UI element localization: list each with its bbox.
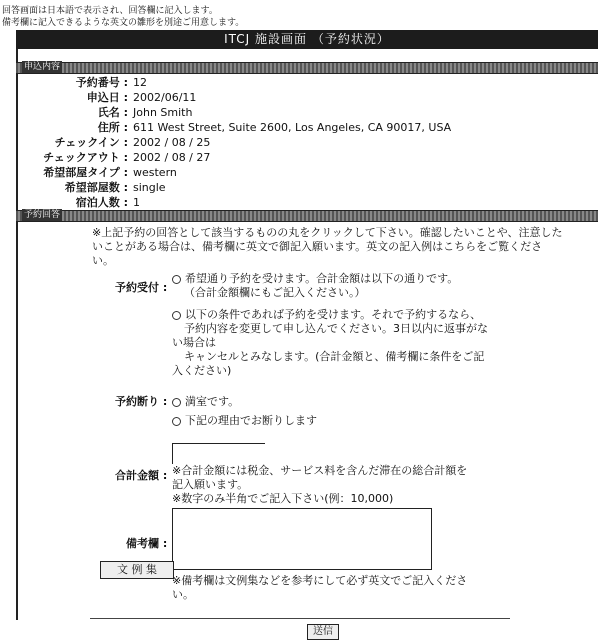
decline-option-1: [172, 393, 239, 409]
detail-label: 希望部屋タイプ :: [43, 166, 128, 179]
detail-value: 2002 / 08 / 27: [133, 151, 211, 164]
remarks-note-1: ※備考欄は文例集などを参考にして必ず英文でご記入くださ: [172, 574, 468, 587]
accept-option-2-line-2: 予約内容を変更して申し込んでください。3日以内に返事がな: [184, 322, 488, 335]
instruction-line-2: いことがある場合は、備考欄に英文で御記入願います。英文の記入例はこちらをご覧くださ: [92, 240, 543, 253]
accept-option-1-text: 希望通り予約を受けます。合計金額は以下の通りです。: [185, 272, 459, 285]
detail-label: 予約番号 :: [75, 76, 128, 89]
detail-label: チェックアウト :: [43, 151, 128, 164]
detail-value: 1: [133, 196, 140, 209]
decline-option-2: [172, 412, 317, 428]
total-note-3: ※数字のみ半角でご記入下さい(例：10,000): [172, 492, 394, 505]
detail-row: [16, 195, 598, 210]
page-title: ITCJ 施設画面 （予約状況）: [16, 30, 598, 49]
detail-row: [16, 135, 598, 150]
decline-option-1-radio[interactable]: [172, 398, 181, 407]
instruction-line-1: ※上記予約の回答として該当するものの丸をクリックして下さい。確認したいことや、注意した: [92, 226, 563, 239]
remarks-note-2: い。: [172, 588, 194, 601]
total-label: 合計金額 :: [115, 469, 168, 482]
detail-value: single: [133, 181, 166, 194]
submit-button[interactable]: 送信: [307, 624, 339, 640]
total-note-1: ※合計金額には税金、サービス料を含んだ滞在の総合計額を: [172, 464, 468, 477]
detail-value: John Smith: [133, 106, 193, 119]
total-amount-input[interactable]: [172, 443, 265, 464]
detail-value: 2002/06/11: [133, 91, 197, 104]
decline-option-2-text: 下記の理由でお断りします: [185, 414, 317, 427]
accept-option-2-line-3: い場合は: [172, 336, 216, 349]
accept-option-2-text: 以下の条件であれば予約を受けます。それで予約するなら、: [185, 308, 482, 321]
accept-option-1-sub: （合計金額欄にもご記入ください。）: [184, 286, 366, 299]
detail-label: 宿泊人数 :: [75, 196, 128, 209]
section-header-answer: [16, 210, 598, 222]
section-title-application: 申込内容: [24, 62, 61, 72]
detail-row: [16, 90, 598, 105]
detail-label: チェックイン :: [54, 136, 128, 149]
remarks-textarea[interactable]: [172, 508, 432, 570]
total-note-2: 記入願います。: [172, 478, 249, 491]
detail-row: [16, 165, 598, 180]
note-line-1: 回答画面は日本語で表示され、回答欄に記入します。: [2, 6, 218, 16]
instruction-line-3: い。: [92, 254, 114, 267]
accept-option-2-line-5: 入ください): [172, 364, 232, 377]
detail-value: 12: [133, 76, 147, 89]
bottom-divider: [90, 618, 510, 619]
accept-option-2-line-4: キャンセルとみなします。(合計金額と、備考欄に条件をご記: [184, 350, 485, 363]
detail-label: 申込日 :: [86, 91, 128, 104]
detail-label: 住所 :: [97, 121, 128, 134]
detail-row: [16, 105, 598, 120]
decline-option-2-radio[interactable]: [172, 417, 181, 426]
accept-option-1-radio[interactable]: [172, 275, 181, 284]
detail-value: western: [133, 166, 177, 179]
accept-option-2-radio[interactable]: [172, 311, 181, 320]
detail-row: [16, 75, 598, 90]
decline-option-1-text: 満室です。: [185, 395, 240, 408]
remarks-label: 備考欄 :: [126, 537, 168, 550]
detail-row: [16, 180, 598, 195]
detail-value: 611 West Street, Suite 2600, Los Angeles, CA 90017, USA: [133, 121, 452, 134]
sample-phrases-button[interactable]: 文 例 集: [100, 561, 174, 579]
note-line-2: 備考欄に記入できるような英文の雛形を別途ご用意します。: [2, 18, 245, 28]
detail-label: 希望部屋数 :: [64, 181, 128, 194]
detail-label: 氏名 :: [97, 106, 128, 119]
accept-label: 予約受付 :: [115, 281, 168, 294]
decline-label: 予約断り :: [115, 395, 168, 408]
detail-row: [16, 120, 598, 135]
detail-value: 2002 / 08 / 25: [133, 136, 211, 149]
section-header-application: [16, 62, 598, 74]
detail-row: [16, 150, 598, 165]
section-title-answer: 予約回答: [24, 210, 61, 220]
